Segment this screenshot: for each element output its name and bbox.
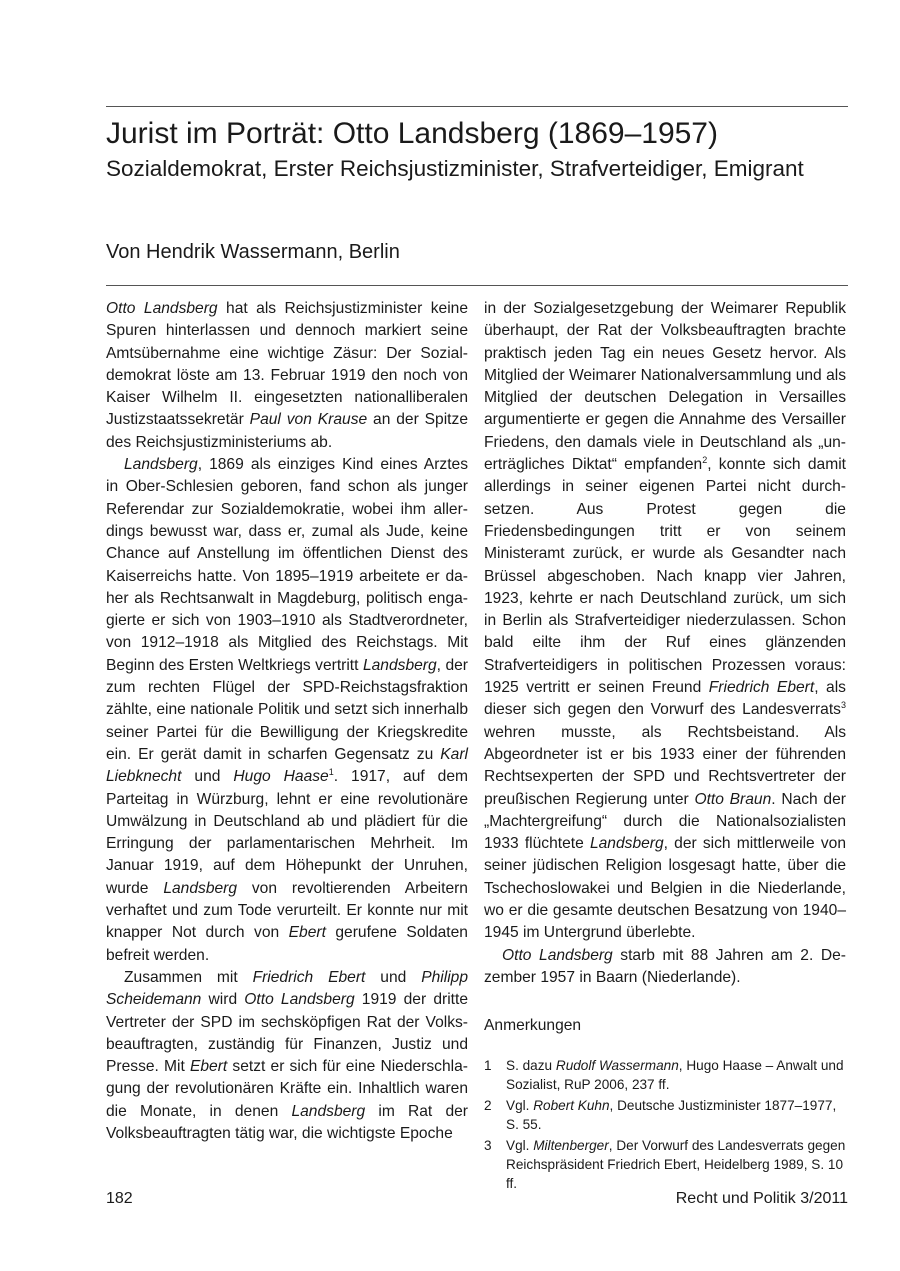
footnote-ref: 2 — [702, 454, 708, 465]
note-item — [484, 1056, 846, 1094]
emph-name: Ebert — [288, 924, 326, 942]
emph-name: Paul von Krause — [249, 411, 368, 429]
emph-name: Otto Landsberg — [502, 946, 613, 964]
emph-name: Landsberg — [163, 879, 238, 897]
emph-name: Otto Landsberg — [106, 300, 218, 317]
notes-list — [484, 1056, 846, 1193]
article-author: Von Hendrik Wassermann, Berlin — [106, 241, 400, 263]
header-rule — [106, 285, 848, 286]
emph-name: Philipp Scheidemann — [106, 968, 468, 1009]
emph-name: Otto Braun — [694, 790, 772, 808]
right-column — [484, 298, 846, 1195]
paragraph: Otto Landsberg hat als Reichsjustizminister keine Spuren hinterlassen und dennoch markiert seine Amtsübernahme eine wichtige Zäsur: Der Sozialdemokrat löste am 13. Februar 1919 den noch von Kaiser Wilhelm II. eingesetzten nationalliberalen Justizstaatssekretär Paul von Krause an der Spitze des Reichsjustizministeriums ab. — [106, 300, 469, 451]
emph-name: Rudolf Wassermann — [555, 1057, 679, 1073]
emph-name: Ebert — [189, 1058, 228, 1076]
note-item — [484, 1096, 846, 1134]
note-item — [484, 1136, 846, 1193]
footnote-ref: 3 — [840, 700, 846, 711]
emph-name: Karl Liebknecht — [106, 745, 468, 786]
note-number: 1 — [484, 1057, 492, 1073]
emph-name: Miltenberger — [533, 1137, 609, 1153]
emph-name: Friedrich Ebert — [708, 679, 815, 697]
note-text: Vgl. Miltenberger, Der Vorwurf des Landesverrats gegen Reichspräsident Friedrich Ebert, Heidelberg 1989, S. 10 ff. — [506, 1137, 846, 1191]
emph-name: Friedrich Ebert — [252, 968, 366, 986]
note-number: 3 — [484, 1137, 492, 1153]
emph-name: Landsberg — [291, 1102, 366, 1120]
left-column — [106, 298, 468, 1145]
paragraph: Landsberg, 1869 als einziges Kind eines Arztes in Ober-Schlesien geboren, fand schon als junger Referendar zur Sozialdemokratie, wobei ihm allerdings bewusst war, dass er, zumal als Jude, keine Chance auf Anstellung im öffentlichen Dienst des Kaiserreichs hatte. Von 1895–1919 arbeitete er daher als Rechtsanwalt in Magdeburg, politisch engagierte er sich von 1903–1910 als Stadtverordneter, von 1912–1918 als Mitglied des Reichstags. Mit Beginn des Ersten Weltkriegs vertritt Landsberg, der zum rechten Flügel der SPD-Reichstagsfraktion zählte, eine nationale Politik und setzt sich innerhalb seiner Partei für die Bewilligung der Kriegskredite ein. Er gerät damit in scharfen Gegensatz zu Karl Liebknecht und Hugo Haase$^1$. 1917, auf dem Parteitag in Würzburg, lehnt er eine revolutionäre Umwälzung in Deutschland ab und plädiert für die Erringung der parlamentarischen Mehrheit. Im Januar 1919, auf dem Höhepunkt der Unruhen, wurde Landsberg von revoltierenden Arbeitern verhaftet und zum Tode verurteilt. Er konnte nur mit knapper Not durch von Ebert gerufene Soldaten befreit werden. — [106, 456, 468, 964]
article-subtitle: Sozialdemokrat, Erster Reichsjustizminister, Strafverteidiger, Emigrant — [106, 156, 804, 181]
top-rule — [106, 106, 848, 107]
emph-name: Hugo Haase — [233, 768, 329, 786]
emph-name: Landsberg — [589, 835, 664, 853]
note-text: Vgl. Robert Kuhn, Deutsche Justizminister 1877–1977, S. 55. — [506, 1097, 837, 1132]
note-number: 2 — [484, 1097, 492, 1113]
journal-name: Recht und Politik 3/2011 — [675, 1190, 848, 1207]
article-title: Jurist im Porträt: Otto Landsberg (1869–1957) — [106, 117, 718, 150]
note-text: S. dazu Rudolf Wassermann, Hugo Haase – Anwalt und Sozialist, RuP 2006, 237 ff. — [506, 1057, 844, 1092]
page-number: 182 — [106, 1190, 133, 1207]
emph-name: Landsberg — [362, 656, 437, 674]
emph-name: Robert Kuhn — [533, 1097, 610, 1113]
emph-name: Otto Landsberg — [244, 991, 355, 1009]
paragraph: in der Sozialgesetzgebung der Weimarer Republik überhaupt, der Rat der Volksbeauftragten brachte praktisch jeden Tag ein neues Gesetz hervor. Als Mitglied der Weimarer Nationalversammlung und als Mitglied der deutschen Delegation in Versailles argumentierte er gegen die Annahme des Versailler Friedens, den damals viele in Deutschland als „unerträgliches Diktat“ empfanden$^2$, konnte sich damit allerdings in seiner eigenen Partei nicht durchsetzen. Aus Protest gegen die Friedensbedingungen tritt er von seinem Ministeramt zurück, er wurde als Gesandter nach Brüssel abgeschoben. Nach knapp vier Jahren, 1923, kehrte er nach Deutschland zurück, um sich in Berlin als Strafverteidiger niederzulassen. Schon bald eilte ihm der Ruf eines glänzenden Strafverteidigers in politischen Prozessen voraus: 1925 vertritt er seinen Freund Friedrich Ebert, als dieser sich gegen den Vorwurf des Landesverrats$^3$ wehren musste, als Rechtsbeistand. Als Abgeordneter ist er bis 1933 einer der führenden Rechtsexperten der SPD und Rechtsvertreter der preußischen Regierung unter Otto Braun. Nach der „Machtergreifung“ durch die Nationalsozialisten 1933 flüchtete Landsberg, der sich mittlerweile von seiner jüdischen Religion losgesagt hatte, über die Tschechoslowakei und Belgien in die Niederlande, wo er die gesamte deutschen Besatzung von 1940–1945 im Untergrund überlebte. — [484, 300, 846, 942]
paragraph: Zusammen mit Friedrich Ebert und Philipp Scheidemann wird Otto Landsberg 1919 der dritte Vertreter der SPD im sechsköpfigen Rat der Volksbeauftragten, zuständig für Finanzen, Justiz und Presse. Mit Ebert setzt er sich für eine Niederschlagung der revolutionären Kräfte ein. Inhaltlich waren die Monate, in denen Landsberg im Rat der Volksbeauftragten tätig war, die wichtigste Epoche — [106, 968, 469, 1142]
emph-name: Landsberg — [124, 456, 198, 474]
paragraph: Otto Landsberg starb mit 88 Jahren am 2. Dezember 1957 in Baarn (Niederlande). — [484, 946, 846, 986]
notes-heading: Anmerkungen — [484, 1017, 582, 1035]
footnote-ref: 1 — [328, 767, 334, 778]
